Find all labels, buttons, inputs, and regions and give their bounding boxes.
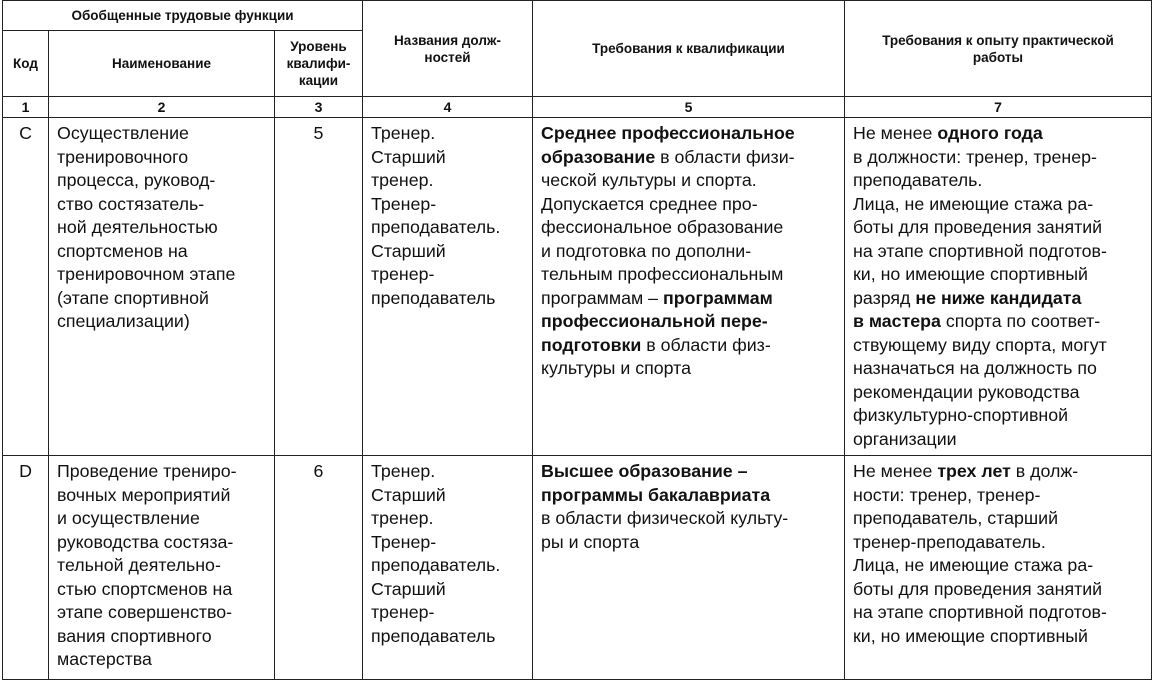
text-line [853,428,1143,452]
bold-segment: подготовки [541,334,642,355]
text-segment: Лица, не имеющие стажа ра- [853,193,1094,214]
text-segment: назначаться на должность по [853,358,1097,378]
text-line [541,122,836,146]
text-line [853,263,1143,287]
column-number: 4 [363,97,533,118]
text-line: (этапе спортивной [57,287,209,308]
column-number: 2 [49,97,275,118]
column-number: 1 [3,97,49,118]
bold-segment: Высшее образование – [541,461,748,481]
text-segment: разряд [853,287,916,308]
text-line [853,601,1143,625]
text-segment: ческой культуры и спорта. [541,170,757,190]
text-segment: ствующему виду спорта, могут [853,334,1107,355]
text-segment: в области физи- [655,146,795,167]
text-segment: и подготовка по дополни- [541,240,752,261]
text-line [853,122,1143,146]
text-line: тренер- [371,264,435,284]
text-segment: Не менее [853,461,938,481]
text-segment: преподаватель. [853,170,983,190]
row-experience [845,118,1152,456]
text-line: Тренер- [371,193,437,214]
text-segment: Лица, не имеющие стажа ра- [853,555,1094,575]
row-experience [845,456,1152,680]
row-qualification [533,118,845,456]
text-line [853,193,1143,217]
text-line: тренер. [371,170,434,190]
row-name [49,456,275,680]
text-line [853,404,1143,428]
text-line: спортсменов на [57,240,188,261]
text-line [541,310,836,334]
text-line [541,484,836,508]
text-line [541,460,836,484]
text-line [853,169,1143,193]
text-segment: на этапе спортивной подготов- [853,602,1107,622]
text-line: Тренер- [371,531,437,552]
column-number: 5 [533,97,845,118]
text-line [853,507,1143,531]
text-segment: боты для проведения занятий [853,217,1103,237]
text-line: тренировочном этапе [57,264,236,284]
header-group: Обобщенные трудовые функции [3,1,363,31]
text-line [853,554,1143,578]
text-line [853,381,1143,405]
text-line: Осуществление [57,123,189,143]
text-line [541,216,836,240]
text-line: Старший [371,484,446,505]
text-line: тренер. [371,508,434,528]
text-line [853,216,1143,240]
text-line: и осуществление [57,508,200,528]
text-segment: в области физ- [641,334,771,355]
text-line [541,263,836,287]
text-line: руководства состяза- [57,531,234,552]
text-segment: тельным профессиональным [541,264,784,284]
text-line: специализации) [57,311,190,331]
text-line [853,460,1143,484]
table-row [3,456,1152,680]
bold-segment: одного года [937,123,1043,143]
text-line [853,310,1143,334]
bold-segment: Среднее профессиональное [541,123,795,143]
bold-segment: образование [541,146,656,167]
row-positions [363,118,533,456]
text-segment: программам – [541,287,664,308]
text-segment: в должности: тренер, тренер- [853,146,1097,167]
text-line [541,169,836,193]
text-segment: рекомендации руководства [853,381,1080,402]
text-segment: преподаватель, старший [853,508,1059,528]
text-line [541,531,836,555]
text-line: преподаватель. [371,217,501,237]
text-segment: на этапе спортивной подготов- [853,240,1107,261]
text-line [853,531,1143,555]
text-segment: в области физической культу- [541,508,789,528]
text-segment: ки, но имеющие спортивный [853,264,1088,284]
text-line: тренер- [371,602,435,622]
text-line: процесса, руковод- [57,170,216,190]
text-segment: физкультурно-спортивной [853,405,1069,425]
text-line [541,193,836,217]
table-row [3,118,1152,456]
text-line: тельной деятельно- [57,555,221,575]
text-line: Старший [371,578,446,599]
text-line [541,507,836,531]
column-number: 7 [845,97,1152,118]
header-experience: Требования к опыту практической работы [845,1,1152,97]
text-line [541,287,836,311]
bold-segment: профессиональной пере- [541,311,768,331]
text-segment: в долж- [1010,461,1079,481]
text-segment: Не менее [853,123,938,143]
row-level: 5 [275,118,363,456]
text-line [541,146,836,170]
header-positions: Названия долж- ностей [363,1,533,97]
text-line: вания спортивного [57,625,212,646]
text-line: стью спортсменов на [57,578,233,599]
row-positions [363,456,533,680]
text-line: Тренер. [371,123,436,143]
bold-segment: программам [663,287,773,308]
header-level: Уровень квалифи- кации [275,31,363,97]
text-line: мастерства [57,649,152,669]
column-numbers-row [3,97,1152,118]
row-code: C [3,118,49,456]
text-line [853,240,1143,264]
bold-segment: не ниже кандидата [915,287,1082,308]
header-qualification: Требования к квалификации [533,1,845,97]
text-line [853,146,1143,170]
text-segment: организации [853,428,957,449]
text-line: преподаватель [371,625,496,646]
column-number: 3 [275,97,363,118]
bold-segment: трех лет [937,461,1011,481]
text-segment: культуры и спорта [541,358,691,378]
text-line [853,357,1143,381]
text-line [541,357,836,381]
text-segment: спорта по соответ- [940,311,1101,331]
text-line: ство состязатель- [57,193,205,214]
text-line: Старший [371,146,446,167]
text-line [853,578,1143,602]
row-level: 6 [275,456,363,680]
text-line: тренировочного [57,146,189,167]
bold-segment: в мастера [853,311,941,331]
text-segment: тренер-преподаватель. [853,531,1046,552]
row-code: D [3,456,49,680]
text-segment: боты для проведения занятий [853,578,1103,599]
text-line: преподаватель [371,287,496,308]
text-segment: Допускается среднее про- [541,193,758,214]
text-line [853,334,1143,358]
row-name [49,118,275,456]
text-line [853,484,1143,508]
qualification-table [2,0,1152,680]
row-qualification [533,456,845,680]
text-segment: ки, но имеющие спортивный [853,625,1088,646]
text-segment: ры и спорта [541,531,640,552]
text-segment: ности: тренер, тренер- [853,484,1041,505]
text-line [853,287,1143,311]
text-line: Старший [371,240,446,261]
text-segment: фессиональное образование [541,217,784,237]
header-name: Наименование [49,31,275,97]
bold-segment: программы бакалавриата [541,484,771,505]
text-line: Проведение трениро- [57,461,237,481]
text-line: Тренер. [371,461,436,481]
text-line: преподаватель. [371,555,501,575]
text-line [541,334,836,358]
text-line [853,625,1143,649]
text-line: вочных мероприятий [57,484,231,505]
text-line: ной деятельностью [57,217,218,237]
text-line [541,240,836,264]
text-line: этапе совершенство- [57,602,233,622]
header-code: Код [3,31,49,97]
